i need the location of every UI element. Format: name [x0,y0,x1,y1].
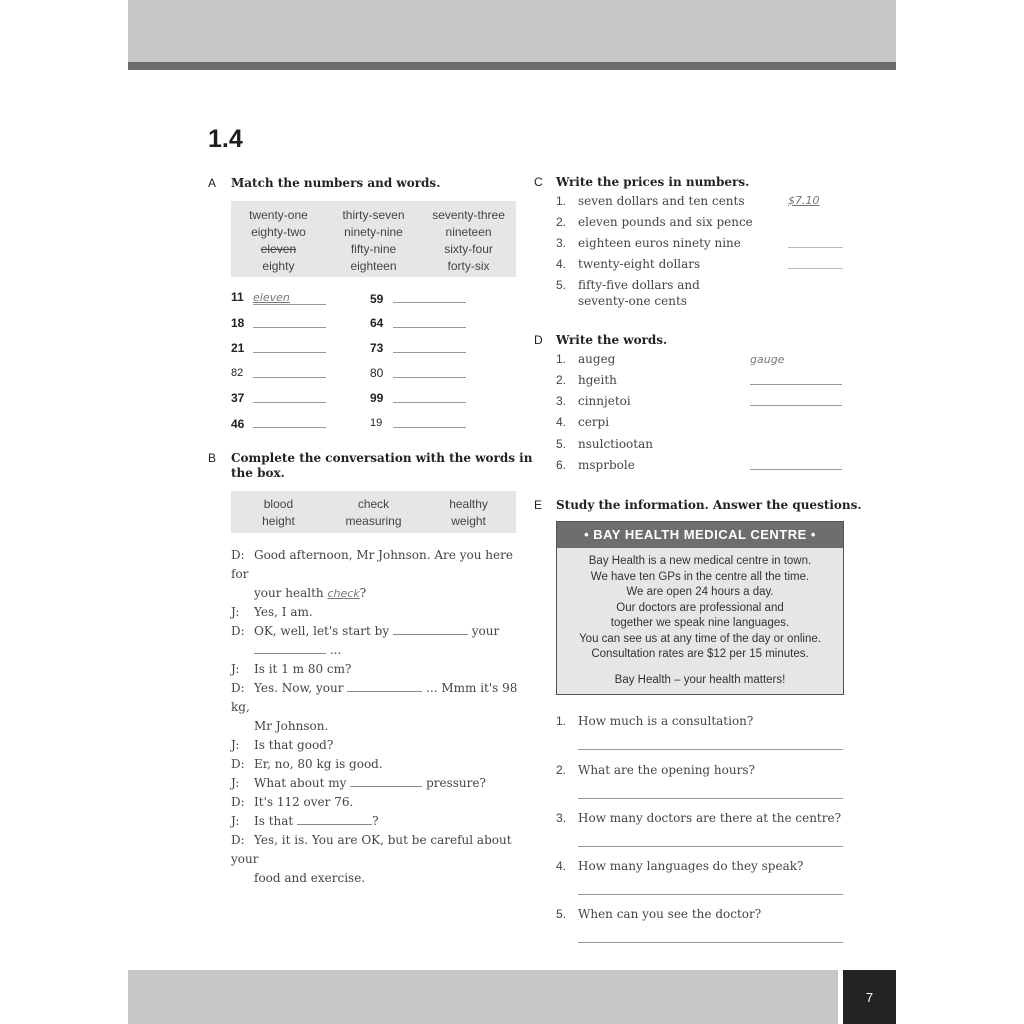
item-number: 3. [556,236,567,250]
section-a-word-box [231,201,516,277]
dialogue-line: food and exercise. [254,871,366,885]
answer-line[interactable] [253,377,326,378]
price-prompt-cont: seventy-one cents [578,294,687,308]
info-footer: Bay Health – your health matters! [614,673,786,686]
section-d-title: Write the words. [556,333,668,347]
price-prompt: seven dollars and ten cents [578,194,745,208]
section-b-letter: B [208,451,217,465]
number-label: 11 [231,290,244,304]
item-number: 3. [556,394,567,408]
number-label: 99 [370,391,384,405]
info-line: Our doctors are professional and [616,601,784,614]
anagram: hgeith [578,373,617,387]
info-line: together we speak nine languages. [610,617,790,629]
answer-line[interactable] [393,377,466,378]
number-label: 59 [370,292,384,306]
section-b-word-box [231,491,516,533]
word-box-item: height [262,514,295,528]
anagram: cinnjetoi [578,394,631,408]
word-box-item: blood [263,497,294,511]
anagram: cerpi [578,415,610,429]
item-number: 5. [556,437,567,451]
dialogue-line: Mr Johnson. [254,719,329,733]
answer-line[interactable] [750,469,842,470]
dialogue-line: ... [231,641,521,660]
info-line: We are open 24 hours a day. [626,586,774,598]
question-number: 5. [556,907,567,921]
question-text: How many languages do they speak? [578,859,804,873]
dialogue-line: J: What about my pressure? [231,776,486,790]
word-box-item: eighty-two [251,225,306,239]
word-box-item: healthy [449,497,488,511]
number-label: 73 [370,341,384,355]
info-line: Consultation rates are $12 per 15 minutes. [591,648,809,660]
anagram: augeg [578,352,616,366]
info-box-header: • BAY HEALTH MEDICAL CENTRE • [557,522,843,548]
section-c-letter: C [534,175,543,189]
answer-line[interactable] [253,427,326,428]
section-d-letter: D [534,333,543,347]
item-number: 4. [556,257,567,271]
number-label: 18 [231,316,245,330]
answer-line[interactable] [253,402,326,403]
answer-line[interactable] [788,247,843,248]
section-e-letter: E [534,498,543,512]
dialogue-line: J: Yes, I am. [231,605,313,619]
dialogue-line: your health check? [254,586,367,600]
dialogue-line: D: Good afternoon, Mr Johnson. Are you here for [231,548,513,581]
footer-band [128,970,838,1024]
number-label: 37 [231,391,245,405]
word-box-item: fifty-nine [350,242,397,256]
section-a-title: Match the numbers and words. [231,176,441,190]
answer-line[interactable] [253,304,326,305]
answer-line[interactable] [578,942,843,943]
question-number: 3. [556,811,567,825]
number-label: 21 [231,341,245,355]
word-box-item: check [357,497,390,511]
anagram: msprbole [578,458,635,472]
answer-line[interactable] [750,384,842,385]
price-prompt: eighteen euros ninety nine [578,236,741,250]
number-label: 80 [370,366,384,380]
question-text: How much is a consultation? [578,714,754,728]
dialogue-line: D: OK, well, let's start by your [231,624,500,638]
dialogue-line: J: Is it 1 m 80 cm? [231,662,352,676]
item-number: 1. [556,352,567,366]
conversation [231,546,521,888]
page-number: 7 [843,970,896,1024]
answer-line[interactable] [253,352,326,353]
price-prompt: twenty-eight dollars [578,257,701,271]
dialogue-line: D: It's 112 over 76. [231,795,354,809]
section-a-letter: A [208,176,217,190]
answer-line[interactable] [578,846,843,847]
info-line: You can see us at any time of the day or online. [579,632,821,645]
answer-line[interactable] [393,427,466,428]
word-box-item: weight [451,514,486,528]
word-box-item: eighty [262,259,295,273]
word-box-item: twenty-one [249,208,308,222]
gap-blank[interactable] [393,622,468,635]
question-text: How many doctors are there at the centre? [578,811,842,825]
info-line: We have ten GPs in the centre all the time. [590,570,810,583]
answer-handwritten: eleven [253,291,290,304]
number-label: 19 [370,417,383,429]
item-number: 2. [556,373,567,387]
info-box [556,521,844,695]
question-number: 4. [556,859,567,873]
gap-blank[interactable] [297,812,372,825]
word-box-item: sixty-four [444,242,493,256]
dialogue-line: D: Yes. Now, your ... Mmm it's 98 kg, [231,681,518,714]
item-number: 4. [556,415,567,429]
answer-line[interactable] [393,327,466,328]
number-label: 82 [231,367,244,379]
word-box-item-used: eleven [260,242,297,256]
top-header-band [128,0,896,62]
question-text: When can you see the doctor? [578,907,762,921]
answer-line[interactable] [393,402,466,403]
dialogue-line: D: Yes, it is. You are OK, but be careful about your [231,833,512,866]
question-number: 1. [556,714,567,728]
section-e-title: Study the information. Answer the questions. [556,498,862,512]
dialogue-line: J: Is that ? [231,814,379,828]
answer-handwritten: $7.10 [788,194,820,207]
answer-line[interactable] [788,268,843,269]
question-text: What are the opening hours? [578,763,755,777]
dialogue-line: J: Is that good? [231,738,334,752]
answer-line[interactable] [393,302,466,303]
answer-handwritten: check [327,587,360,600]
gap-blank[interactable] [350,774,422,787]
word-box-item: thirty-seven [342,208,405,222]
item-number: 1. [556,194,567,208]
info-line: Bay Health is a new medical centre in town. [588,555,812,567]
number-label: 64 [370,316,384,330]
section-b-title: Complete the conversation with the words in [231,451,533,465]
unit-title: 1.4 [208,125,243,153]
answer-line[interactable] [393,352,466,353]
section-b-title-cont: the box. [231,466,285,480]
item-number: 2. [556,215,567,229]
question-number: 2. [556,763,567,777]
word-box-item: nineteen [445,225,492,239]
dialogue-line: D: Er, no, 80 kg is good. [231,757,383,771]
answer-handwritten: gauge [750,353,785,366]
answer-line[interactable] [750,405,842,406]
top-header-rule [128,62,896,70]
gap-blank[interactable] [254,641,326,654]
anagram: nsulctiootan [578,437,653,451]
answer-line[interactable] [578,894,843,895]
word-box-item: ninety-nine [344,225,403,239]
answer-line[interactable] [578,798,843,799]
answer-line[interactable] [253,327,326,328]
answer-line[interactable] [578,749,843,750]
section-c-title: Write the prices in numbers. [556,175,750,189]
word-box-item: eighteen [350,259,397,273]
item-number: 6. [556,458,567,472]
price-prompt: fifty-five dollars and [578,278,700,292]
item-number: 5. [556,278,567,292]
word-box-item: forty-six [447,259,490,273]
word-box-item: seventy-three [432,208,505,222]
gap-blank[interactable] [347,679,422,692]
word-box-item: measuring [345,514,402,528]
price-prompt: eleven pounds and six pence [578,215,753,229]
number-label: 46 [231,417,245,431]
